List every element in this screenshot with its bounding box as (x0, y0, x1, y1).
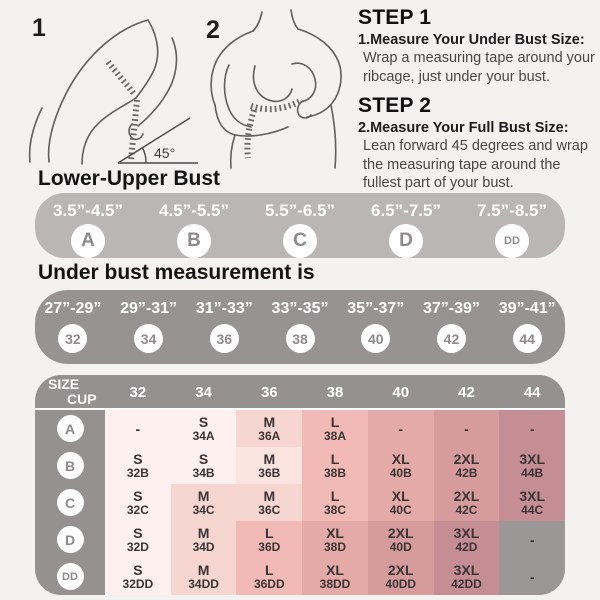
size-chart-table (35, 375, 565, 595)
cup-band-item (141, 193, 247, 258)
cup-cell (35, 447, 105, 484)
cup-letter-badge: A (57, 415, 84, 442)
size-code: 38B (324, 465, 347, 480)
size-cell (105, 521, 171, 558)
empty-cell (499, 410, 565, 447)
size-label: M (197, 487, 210, 504)
size-code: 40B (389, 465, 412, 480)
band-number-badge: 40 (361, 324, 390, 353)
cup-range-label: 5.5”-6.5” (265, 201, 335, 220)
table-row (35, 447, 565, 484)
band-number-badge: 38 (286, 324, 315, 353)
empty-cell (434, 410, 500, 447)
size-cell (368, 558, 434, 595)
size-label: XL (326, 561, 344, 578)
size-label: L (265, 524, 274, 541)
figure-1-number: 1 (32, 14, 46, 42)
step1-subtitle: 1.Measure Your Under Bust Size: (358, 32, 585, 48)
underbust-range-label: 39”-41” (498, 300, 556, 317)
figure-2 (198, 4, 356, 170)
column-header: 32 (129, 384, 147, 401)
size-cell (368, 521, 434, 558)
underbust-band-item (35, 290, 111, 364)
table-header-row (35, 375, 565, 410)
size-cell (368, 484, 434, 521)
cup-letter-badge: D (389, 224, 423, 258)
size-label: S (133, 450, 143, 467)
size-label: 2XL (453, 487, 480, 504)
size-label: L (330, 450, 340, 467)
instructions (358, 2, 598, 200)
size-cell (236, 447, 302, 484)
underbust-range-label: 29”-31” (120, 300, 178, 317)
size-label: M (263, 487, 276, 504)
size-label: XL (326, 524, 344, 541)
table-row (35, 484, 565, 521)
size-cell (499, 484, 565, 521)
empty-cell (105, 410, 171, 447)
column-header: 38 (326, 384, 344, 401)
column-header: 44 (523, 384, 541, 401)
table-row (35, 521, 565, 558)
size-cell (434, 447, 500, 484)
underbust-band-item (111, 290, 187, 364)
cup-letter-badge: C (283, 224, 317, 258)
size-code: 42DD (451, 576, 482, 591)
empty-cell (499, 558, 565, 595)
band-number-badge: 34 (134, 324, 163, 353)
size-code: 40D (389, 539, 412, 554)
size-label: L (330, 487, 340, 504)
table-row (35, 410, 565, 447)
cup-band-item (459, 193, 565, 258)
step2-subtitle: 2.Measure Your Full Bust Size: (358, 119, 569, 136)
size-code: 42B (455, 465, 478, 480)
size-cell (302, 484, 368, 521)
size-code: 38DD (319, 576, 351, 591)
size-cell (302, 558, 368, 595)
band-number-badge: 32 (58, 324, 87, 353)
size-code: 34B (192, 465, 215, 480)
column-header: 36 (260, 384, 278, 401)
figure-1 (20, 8, 200, 170)
cup-range-label: 3.5”-4.5” (53, 201, 123, 220)
angle-label: 45° (154, 145, 176, 161)
cup-cell (35, 558, 105, 595)
cup-cell (35, 410, 105, 447)
cup-letter-badge: DD (57, 563, 84, 590)
cup-letter-badge: C (57, 489, 84, 516)
cup-band-item (353, 193, 459, 258)
size-cell (302, 410, 368, 447)
size-label: 3XL (519, 487, 546, 504)
size-label: 3XL (519, 450, 546, 467)
cup-letter-badge: B (57, 452, 84, 479)
size-code: 32C (126, 502, 149, 517)
underbust-range-label: 31”-33” (195, 300, 253, 317)
size-cell (434, 521, 500, 558)
size-code: 36A (258, 428, 281, 443)
size-cell (171, 558, 237, 595)
corner-label-size: SIZE (48, 376, 80, 392)
size-code: 40C (389, 502, 412, 517)
column-header: 40 (392, 384, 410, 401)
size-label: S (133, 524, 143, 541)
size-cell (236, 484, 302, 521)
underbust-band (35, 290, 565, 364)
size-code: 34D (192, 539, 215, 554)
size-label: L (265, 561, 274, 578)
size-cell (302, 447, 368, 484)
band-number-badge: 44 (513, 324, 542, 353)
cup-section-heading: Lower-Upper Bust (38, 167, 221, 190)
size-label: XL (391, 450, 410, 467)
underbust-range-label: 37”-39” (422, 300, 480, 317)
size-label: M (197, 524, 210, 541)
underbust-band-item (338, 290, 414, 364)
size-cell (171, 521, 237, 558)
size-code: 42D (455, 539, 478, 554)
size-cell (105, 484, 171, 521)
size-label: S (133, 487, 143, 504)
size-cell (368, 447, 434, 484)
step1-title: STEP 1 (358, 6, 432, 29)
cup-range-label: 7.5”-8.5” (477, 201, 547, 220)
cup-band-item (247, 193, 353, 258)
size-label: XL (391, 487, 410, 504)
size-code: 32D (126, 539, 149, 554)
cup-letter-badge: A (71, 224, 105, 258)
size-code: 44B (521, 465, 544, 480)
size-code: 34C (192, 502, 215, 517)
corner-label-cup: CUP (67, 391, 97, 407)
size-code: 36DD (253, 576, 285, 591)
size-code: 32B (126, 465, 149, 480)
size-code: 38C (324, 502, 347, 517)
size-cell (236, 410, 302, 447)
cup-cell (35, 521, 105, 558)
table-row (35, 558, 565, 595)
size-code: 36B (258, 465, 281, 480)
step1-body: Wrap a measuring tape around your ribcage, just under your bust. (363, 50, 595, 85)
cup-size-band (35, 193, 565, 258)
column-header: 34 (195, 384, 212, 401)
underbust-range-label: 35”-37” (347, 300, 405, 317)
step2-title: STEP 2 (358, 93, 432, 117)
band-number-badge: 36 (210, 324, 239, 353)
size-label: S (133, 561, 143, 578)
empty-cell (368, 410, 434, 447)
size-code: 34A (192, 428, 215, 443)
size-label: M (263, 413, 276, 430)
size-cell (171, 410, 237, 447)
cup-band-item (35, 193, 141, 258)
size-code: 32DD (122, 576, 154, 591)
size-label: 3XL (453, 524, 480, 541)
size-cell (434, 558, 500, 595)
size-cell (302, 521, 368, 558)
size-code: 38A (324, 428, 347, 443)
empty-cell (499, 521, 565, 558)
cup-letter-badge: D (57, 526, 84, 553)
size-code: 40DD (385, 576, 417, 591)
table-corner-cell (35, 375, 105, 408)
empty-dash: - (529, 568, 535, 585)
size-code: 36C (258, 502, 281, 517)
empty-dash: - (464, 420, 469, 437)
size-label: S (198, 450, 209, 467)
size-cell (434, 484, 500, 521)
size-cell (236, 521, 302, 558)
measure-under-bust-illustration (198, 4, 356, 170)
size-label: L (330, 413, 340, 430)
step2-body: Lean forward 45 degrees and wrap the measuring tape around the fullest part of your bust. (363, 137, 588, 192)
size-cell (105, 558, 171, 595)
underbust-band-item (489, 290, 565, 364)
size-code: 38D (324, 539, 347, 554)
figure-2-number: 2 (206, 16, 220, 44)
empty-dash: - (135, 420, 141, 437)
size-cell (236, 558, 302, 595)
cup-letter-badge: B (177, 224, 211, 258)
underbust-band-item (414, 290, 490, 364)
underbust-range-label: 27”-29” (44, 300, 102, 317)
underbust-section-heading: Under bust measurement is (38, 261, 315, 284)
cup-letter-badge: DD (495, 224, 529, 258)
cup-range-label: 4.5”-5.5” (159, 201, 229, 220)
size-cell (171, 484, 237, 521)
size-label: 2XL (387, 524, 414, 541)
size-label: 2XL (387, 561, 414, 578)
size-code: 34DD (188, 576, 219, 591)
size-label: 2XL (453, 450, 480, 467)
size-code: 36D (258, 539, 281, 554)
empty-dash: - (529, 531, 535, 548)
measure-upper-bust-illustration (20, 8, 200, 170)
cup-range-label: 6.5”-7.5” (371, 201, 441, 220)
underbust-band-item (186, 290, 262, 364)
size-label: M (263, 450, 276, 467)
underbust-band-item (262, 290, 338, 364)
size-cell (499, 447, 565, 484)
cup-cell (35, 484, 105, 521)
size-label: S (198, 413, 209, 430)
size-label: 3XL (453, 561, 480, 578)
empty-dash: - (529, 420, 535, 437)
empty-dash: - (398, 420, 404, 437)
band-number-badge: 42 (437, 324, 466, 353)
size-code: 42C (455, 502, 478, 517)
size-label: M (197, 561, 210, 578)
size-cell (171, 447, 237, 484)
size-code: 44C (521, 502, 544, 517)
column-header: 42 (458, 384, 475, 401)
underbust-range-label: 33”-35” (271, 300, 329, 317)
size-cell (105, 447, 171, 484)
